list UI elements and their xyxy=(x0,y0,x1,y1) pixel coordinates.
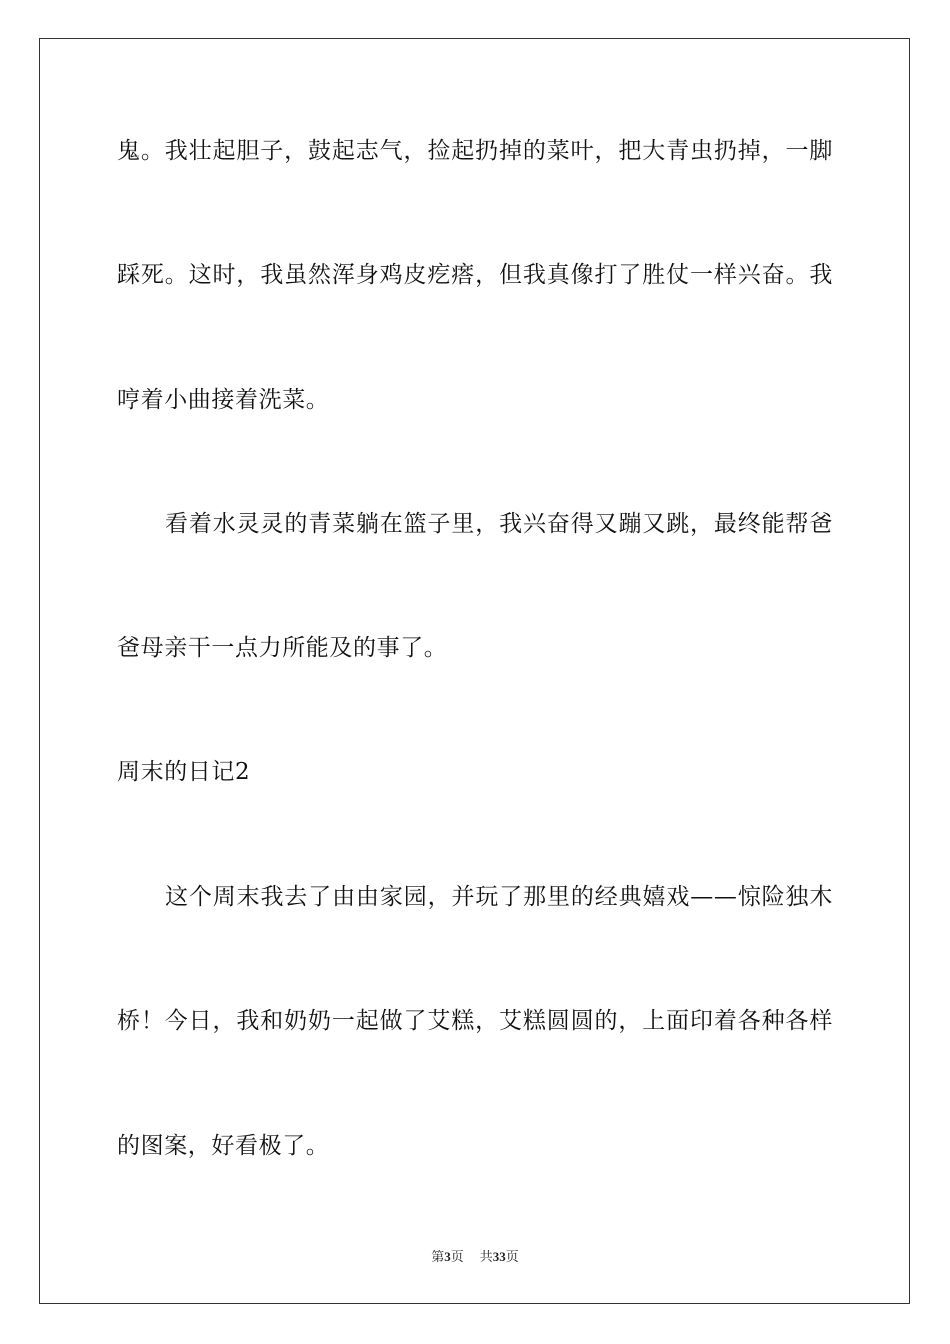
page-footer xyxy=(0,1248,950,1267)
text-line-9: 的图案，好看极了。 xyxy=(117,1133,330,1159)
total-prefix: 共 xyxy=(479,1250,493,1265)
text-line-7: 这个周末我去了由由家园，并玩了那里的经典嬉戏——惊险独木 xyxy=(165,884,833,910)
text-line-1: 鬼。我壮起胆子，鼓起志气，捡起扔掉的菜叶，把大青虫扔掉，一脚 xyxy=(117,138,833,164)
text-line-8: 桥！今日，我和奶奶一起做了艾糕，艾糕圆圆的，上面印着各种各样 xyxy=(117,1008,833,1034)
page-prefix: 第 xyxy=(431,1250,445,1265)
text-line-3: 哼着小曲接着洗菜。 xyxy=(117,387,330,413)
page-suffix: 页 xyxy=(450,1250,464,1265)
text-line-4: 看着水灵灵的青菜躺在篮子里，我兴奋得又蹦又跳，最终能帮爸 xyxy=(165,511,833,537)
page-number: 3 xyxy=(444,1249,451,1264)
section-heading: 周末的日记2 xyxy=(117,759,251,785)
page-border xyxy=(39,38,910,1304)
text-line-5: 爸母亲干一点力所能及的事了。 xyxy=(117,635,448,661)
total-pages: 33 xyxy=(492,1249,506,1264)
text-line-2: 踩死。这时，我虽然浑身鸡皮疙瘩，但我真像打了胜仗一样兴奋。我 xyxy=(117,262,833,288)
total-suffix: 页 xyxy=(505,1250,519,1265)
